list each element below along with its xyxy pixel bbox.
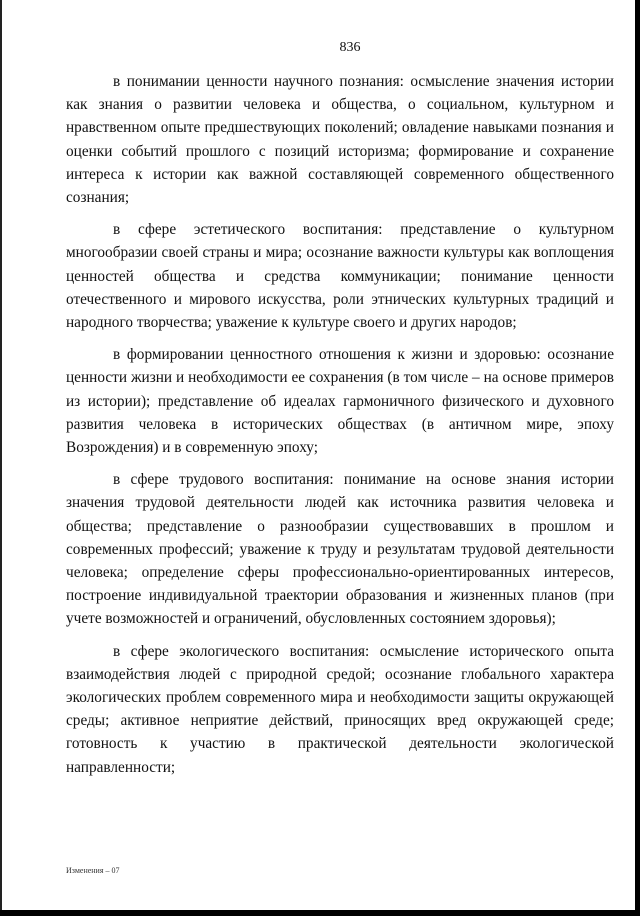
scan-border-right [635, 0, 640, 916]
paragraph-aesthetic-education: в сфере эстетического воспитания: представление о культурном многообразии своей страны и мира; осознание важности культуры как воплощения ценностей общества и средства коммуникации; понимание ценности отечественного и мирового искусства, роли этнических культурных традиций и народного творчества; уважение к культуре своего и других народов; [66, 221, 614, 332]
paragraph-life-and-health: в формировании ценностного отношения к жизни и здоровью: осознание ценности жизни и необходимости ее сохранения (в том числе – на основе примеров из истории); представление об идеалах гармоничного физического и духовного развития человека в исторических обществах (в античном мире, эпоху Возрождения) и в современную эпоху; [66, 346, 614, 457]
footer-revision-note: Изменения – 07 [66, 866, 120, 875]
page-number: 836 [339, 40, 361, 55]
paragraph-ecological-education: в сфере экологического воспитания: осмысление исторического опыта взаимодействия людей с природной средой; осознание глобального характера экологических проблем современного мира и необходимости защиты окружающей среды; активное неприятие действий, приносящих вред окружающей среде; готовность к участию в практической деятельности экологической направленности; [66, 642, 614, 776]
scan-border-left [0, 0, 2, 916]
paragraph-labor-education: в сфере трудового воспитания: понимание на основе знания истории значения трудовой деятельности людей как источника развития человека и общества; представление о разнообразии существовавших в прошлом и современных профессий; уважение к труду и результатам трудовой деятельности человека; определение сферы профессионально-ориентированных интересов, построение индивидуальной траектории образования и жизненных планов (при учете возможностей и ограничений, обусловленных состоянием здоровья); [66, 471, 614, 628]
paragraph-scientific-knowledge: в понимании ценности научного познания: осмысление значения истории как знания о развитии человека и общества, о социальном, культурном и нравственном опыте предшествующих поколений; овладение навыками познания и оценки событий прошлого с позиций историзма; формирование и сохранение интереса к истории как важной составляющей современного общественного сознания; [66, 73, 614, 207]
document-body [66, 70, 614, 779]
scan-border-bottom [0, 910, 640, 916]
